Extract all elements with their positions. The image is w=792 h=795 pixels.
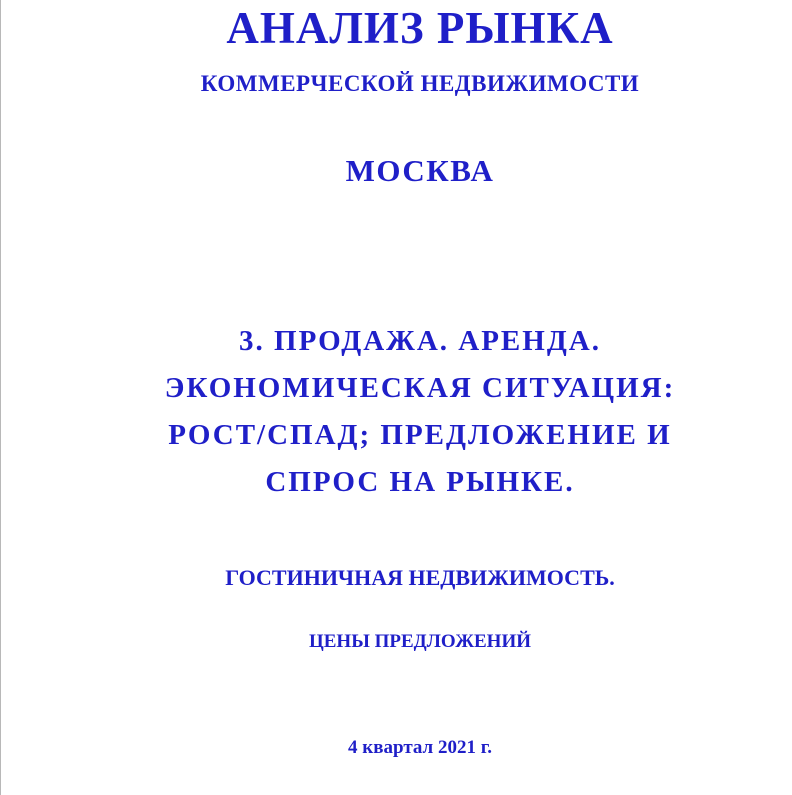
prices-label: ЦЕНЫ ПРЕДЛОЖЕНИЙ bbox=[308, 631, 532, 652]
category-heading: ГОСТИНИЧНАЯ НЕДВИЖИМОСТЬ. bbox=[225, 565, 615, 590]
section-heading-line: РОСТ/СПАД; ПРЕДЛОЖЕНИЕ И bbox=[168, 419, 672, 451]
section-heading-line: 3. ПРОДАЖА. АРЕНДА. bbox=[239, 325, 601, 357]
document-title: АНАЛИЗ РЫНКА bbox=[226, 3, 614, 53]
page-left-border bbox=[0, 0, 1, 795]
report-period: 4 квартал 2021 г. bbox=[348, 737, 492, 758]
city-heading: МОСКВА bbox=[345, 153, 495, 188]
section-heading-line: ЭКОНОМИЧЕСКАЯ СИТУАЦИЯ: bbox=[164, 372, 676, 404]
document-subtitle: КОММЕРЧЕСКОЙ НЕДВИЖИМОСТИ bbox=[200, 71, 640, 96]
section-heading-line: СПРОС НА РЫНКЕ. bbox=[265, 466, 575, 498]
section-heading bbox=[24, 318, 792, 506]
